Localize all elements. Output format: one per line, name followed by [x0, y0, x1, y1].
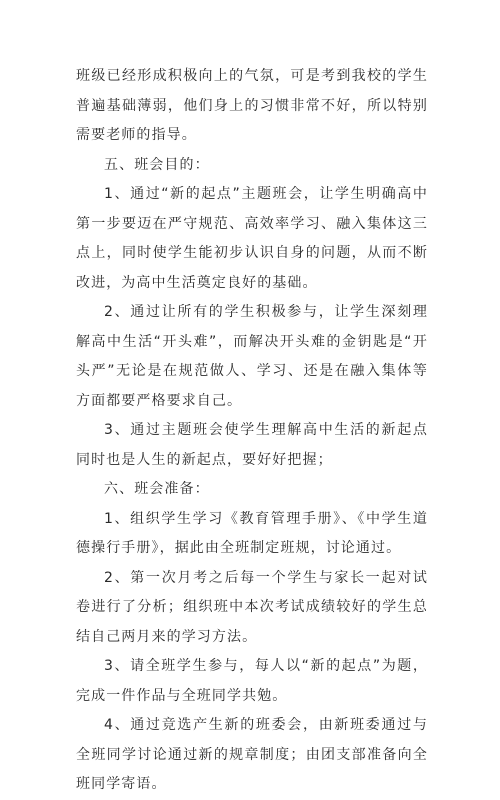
purpose-item-2: 2、通过让所有的学生积极参与，让学生深刻理解高中生活“开头难”，而解决开头难的金钥匙是“开头严”无论是在规范做人、学习、还是在融入集体等方面都要严格要求自己。: [76, 304, 428, 409]
section-heading-preparation: 六、班会准备：: [104, 481, 210, 497]
preparation-item-2: 2、第一次月考之后每一个学生与家长一起对试卷进行了分析；组织班中本次考试成绩较好的学生总结自己两月来的学习方法。: [76, 569, 428, 645]
document-page: [76, 62, 428, 800]
paragraph-intro: 班级已经形成积极向上的气氛，可是考到我校的学生普遍基础薄弱，他们身上的习惯非常不好，所以特别需要老师的指导。: [76, 68, 428, 143]
purpose-item-3: 3、通过主题班会使学生理解高中生活的新起点同时也是人生的新起点，要好好把握；: [76, 422, 428, 468]
preparation-item-1: 1、组织学生学习《教育管理手册》、《中学生道德操行手册》，据此由全班制定班规，讨论通过。: [76, 510, 428, 556]
preparation-item-4: 4、通过竞选产生新的班委会，由新班委通过与全班同学讨论通过新的规章制度；由团支部准备向全班同学寄语。: [76, 717, 428, 792]
section-heading-purpose: 五、班会目的：: [104, 156, 210, 173]
purpose-item-1: 1、通过“新的起点”主题班会，让学生明确高中第一步要迈在严守规范、高效率学习、融入集体这三点上，同时使学生能初步认识自身的问题，从而不断改进，为高中生活奠定良好的基础。: [76, 186, 428, 291]
preparation-item-3: 3、请全班学生参与，每人以“新的起点”为题，完成一件作品与全班同学共勉。: [76, 658, 428, 704]
